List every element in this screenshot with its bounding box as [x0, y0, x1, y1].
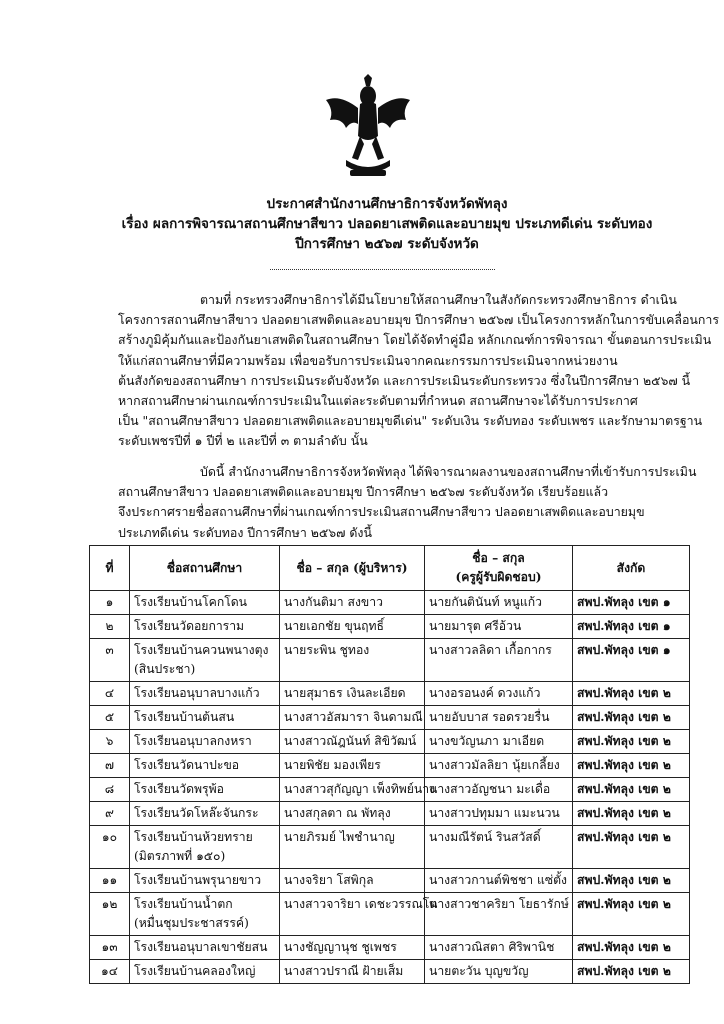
cell-affiliation: สพป.พัทลุง เขต ๒ [573, 754, 690, 778]
cell-no: ๑๓ [90, 936, 130, 960]
cell-affiliation: สพป.พัทลุง เขต ๑ [573, 639, 690, 682]
school-name: โรงเรียนอนุบาลเขาชัยสน [134, 940, 268, 954]
cell-affiliation: สพป.พัทลุง เขต ๒ [573, 893, 690, 936]
school-name: โรงเรียนวัดนาปะขอ [134, 758, 240, 772]
paragraph-line: หากสถานศึกษาผ่านเกณฑ์การประเมินในแต่ละระดับตามที่กำหนด สถานศึกษาจะได้รับการประกาศ [118, 393, 638, 409]
cell-school [130, 730, 280, 754]
cell-admin: นายสุมาธร เงินละเอียด [280, 682, 425, 706]
cell-affiliation: สพป.พัทลุง เขต ๒ [573, 706, 690, 730]
cell-admin: นางจริยา โสพิกุล [280, 869, 425, 893]
school-name: โรงเรียนวัดโหล๊ะจันกระ [134, 806, 259, 820]
cell-no: ๒ [90, 615, 130, 639]
cell-affiliation: สพป.พัทลุง เขต ๑ [573, 615, 690, 639]
header-teacher-sub: (ครูผู้รับผิดชอบ) [455, 570, 542, 584]
cell-affiliation: สพป.พัทลุง เขต ๒ [573, 936, 690, 960]
cell-teacher: นางสาวปทุมมา แมะนวน [425, 802, 573, 826]
cell-no: ๕ [90, 706, 130, 730]
cell-affiliation: สพป.พัทลุง เขต ๒ [573, 960, 690, 984]
cell-no: ๙ [90, 802, 130, 826]
table-row [90, 730, 690, 754]
table-row [90, 869, 690, 893]
cell-admin: นางสาวสุกัญญา เพ็งทิพย์นาง [280, 778, 425, 802]
cell-no: ๗ [90, 754, 130, 778]
cell-teacher: นางอรอนงค์ ดวงแก้ว [425, 682, 573, 706]
cell-teacher: นางสาวณิสตา ศิริพานิช [425, 936, 573, 960]
school-name: โรงเรียนอนุบาลบางแก้ว [134, 686, 260, 700]
school-name: โรงเรียนวัดอยการาม [134, 619, 245, 633]
header-admin: ชื่อ – สกุล (ผู้บริหาร) [280, 546, 425, 591]
cell-school [130, 706, 280, 730]
cell-teacher: นางสาวลลิดา เกื้อกากร [425, 639, 573, 682]
cell-school [130, 778, 280, 802]
announcement-title [90, 194, 684, 254]
cell-teacher: นางสาวมัลลิยา นุ้ยเกลี้ยง [425, 754, 573, 778]
header-teacher [425, 546, 573, 591]
header-teacher-name: ชื่อ – สกุล [472, 551, 525, 565]
school-name-line-2: (หมื่นชุมประชาสรรค์) [134, 916, 249, 930]
cell-admin: นายระพิน ชูทอง [280, 639, 425, 682]
school-list-table [89, 545, 690, 984]
title-line-3: ปีการศึกษา ๒๕๖๗ ระดับจังหวัด [295, 236, 479, 252]
table-row [90, 591, 690, 615]
cell-teacher: นายกันตินันท์ หนูแก้ว [425, 591, 573, 615]
table-row [90, 754, 690, 778]
cell-affiliation: สพป.พัทลุง เขต ๒ [573, 826, 690, 869]
cell-teacher: นายตะวัน บุญขวัญ [425, 960, 573, 984]
header-no: ที่ [90, 546, 130, 591]
cell-teacher: นายอับบาส รอดรวยรื่น [425, 706, 573, 730]
cell-affiliation: สพป.พัทลุง เขต ๒ [573, 778, 690, 802]
header-school: ชื่อสถานศึกษา [130, 546, 280, 591]
cell-school [130, 893, 280, 936]
cell-school [130, 682, 280, 706]
cell-school [130, 936, 280, 960]
cell-admin: นางสกุลตา ณ พัทลุง [280, 802, 425, 826]
cell-no: ๑๑ [90, 869, 130, 893]
school-name: โรงเรียนวัดพรุพ้อ [134, 782, 224, 796]
table-row [90, 615, 690, 639]
cell-school [130, 639, 280, 682]
cell-admin: นางกันติมา สงขาว [280, 591, 425, 615]
cell-teacher: นางมณีรัตน์ รินสวัสดิ์ [425, 826, 573, 869]
paragraph-line: โครงการสถานศึกษาสีขาว ปลอดยาเสพติดและอบายมุข ปีการศึกษา ๒๕๖๗ เป็นโครงการหลักในการขับเคลื่อนการ [118, 312, 719, 328]
cell-school [130, 591, 280, 615]
title-line-2: เรื่อง ผลการพิจารณาสถานศึกษาสีขาว ปลอดยาเสพติดและอบายมุข ประเภทดีเด่น ระดับทอง [121, 216, 653, 232]
paragraph-2 [118, 462, 697, 543]
cell-teacher: นางขวัญนภา มาเอียด [425, 730, 573, 754]
school-name: โรงเรียนบ้านพรุนายขาว [134, 873, 262, 887]
cell-no: ๑๐ [90, 826, 130, 869]
cell-admin: นายเอกชัย ขุนฤทธิ์ [280, 615, 425, 639]
paragraph-line: ประเภทดีเด่น ระดับทอง ปีการศึกษา ๒๕๖๗ ดังนี้ [118, 524, 372, 540]
paragraph-line: ให้แก่สถานศึกษาที่มีความพร้อม เพื่อขอรับการประเมินจากคณะกรรมการประเมินจากหน่วยงาน [118, 352, 618, 368]
cell-teacher: นางสาวกานต์พิชชา แซ่ตั้ง [425, 869, 573, 893]
cell-no: ๔ [90, 682, 130, 706]
paragraph-line: เป็น "สถานศึกษาสีขาว ปลอดยาเสพติดและอบายมุขดีเด่น" ระดับเงิน ระดับทอง ระดับเพชร และรักษามาตรฐาน [118, 413, 703, 429]
cell-school [130, 826, 280, 869]
cell-school [130, 960, 280, 984]
cell-admin: นายพิชัย มองเพียร [280, 754, 425, 778]
cell-school [130, 754, 280, 778]
garuda-emblem-icon [320, 74, 416, 182]
paragraph-line: จึงประกาศรายชื่อสถานศึกษาที่ผ่านเกณฑ์การประเมินสถานศึกษาสีขาว ปลอดยาเสพติดและอบายมุข [118, 504, 645, 520]
cell-affiliation: สพป.พัทลุง เขต ๒ [573, 682, 690, 706]
cell-no: ๘ [90, 778, 130, 802]
dotted-divider [270, 269, 495, 270]
cell-no: ๑ [90, 591, 130, 615]
cell-school [130, 615, 280, 639]
cell-teacher: นายมารุต ศรีอ้วน [425, 615, 573, 639]
paragraph-line: สร้างภูมิคุ้มกันและป้องกันยาเสพติดในสถานศึกษา โดยได้จัดทำคู่มือ หลักเกณฑ์การพิจารณา ขั้นตอนการประเมิน [118, 332, 712, 348]
cell-teacher: นางสาวชาคริยา โยธารักษ์ [425, 893, 573, 936]
cell-admin: นางสาวจาริยา เดชะวรรณโต [280, 893, 425, 936]
school-name-line-2: (มิตรภาพที่ ๑๕๐) [134, 849, 226, 863]
cell-admin: นางสาวอัสมารา จินดามณี [280, 706, 425, 730]
school-name: โรงเรียนบ้านโคกโดน [134, 595, 248, 609]
cell-affiliation: สพป.พัทลุง เขต ๒ [573, 730, 690, 754]
table-row [90, 706, 690, 730]
paragraph-line: บัดนี้ สำนักงานศึกษาธิการจังหวัดพัทลุง ได้พิจารณาผลงานของสถานศึกษาที่เข้ารับการประเมิน [200, 464, 697, 479]
table-row [90, 936, 690, 960]
school-name: โรงเรียนบ้านต้นสน [134, 710, 235, 724]
cell-admin: นายภิรมย์ ไพชำนาญ [280, 826, 425, 869]
cell-admin: นางสาวณัฎนันท์ สิขิวัฒน์ [280, 730, 425, 754]
cell-no: ๑๒ [90, 893, 130, 936]
table-header-row [90, 546, 690, 591]
cell-affiliation: สพป.พัทลุง เขต ๒ [573, 869, 690, 893]
cell-teacher: นางสาวอัญชนา มะเดื่อ [425, 778, 573, 802]
school-name-line-2: (สินประชา) [134, 662, 196, 676]
table-row [90, 802, 690, 826]
cell-admin: นางชัญญานุช ชูเพชร [280, 936, 425, 960]
cell-school [130, 802, 280, 826]
table-row [90, 778, 690, 802]
paragraph-1 [118, 290, 719, 452]
title-line-1: ประกาศสำนักงานศึกษาธิการจังหวัดพัทลุง [266, 196, 508, 212]
paragraph-line: สถานศึกษาสีขาว ปลอดยาเสพติดและอบายมุข ปีการศึกษา ๒๕๖๗ ระดับจังหวัด เรียบร้อยแล้ว [118, 484, 609, 500]
cell-affiliation: สพป.พัทลุง เขต ๒ [573, 802, 690, 826]
table-row [90, 639, 690, 682]
cell-admin: นางสาวปราณี ฝ้ายเส็ม [280, 960, 425, 984]
table-row [90, 893, 690, 936]
cell-no: ๑๔ [90, 960, 130, 984]
cell-affiliation: สพป.พัทลุง เขต ๑ [573, 591, 690, 615]
school-name: โรงเรียนบ้านควนพนางตุง [134, 643, 269, 657]
school-name: โรงเรียนบ้านคลองใหญ่ [134, 964, 256, 978]
paragraph-line: ระดับเพชรปีที่ ๑ ปีที่ ๒ และปีที่ ๓ ตามลำดับ นั้น [118, 433, 368, 449]
paragraph-line: ต้นสังกัดของสถานศึกษา การประเมินระดับจังหวัด และการประเมินระดับกระทรวง ซึ่งในปีการศึกษา ๒๕๖๗ นี้ [118, 372, 691, 388]
cell-school [130, 869, 280, 893]
cell-no: ๖ [90, 730, 130, 754]
table-row [90, 826, 690, 869]
school-name: โรงเรียนบ้านห้วยทราย [134, 830, 253, 844]
table-row [90, 960, 690, 984]
school-name: โรงเรียนอนุบาลกงหรา [134, 734, 252, 748]
table-row [90, 682, 690, 706]
cell-no: ๓ [90, 639, 130, 682]
paragraph-line: ตามที่ กระทรวงศึกษาธิการได้มีนโยบายให้สถานศึกษาในสังกัดกระทรวงศึกษาธิการ ดำเนิน [200, 292, 677, 307]
header-affiliation: สังกัด [573, 546, 690, 591]
school-name: โรงเรียนบ้านน้ำตก [134, 897, 233, 911]
